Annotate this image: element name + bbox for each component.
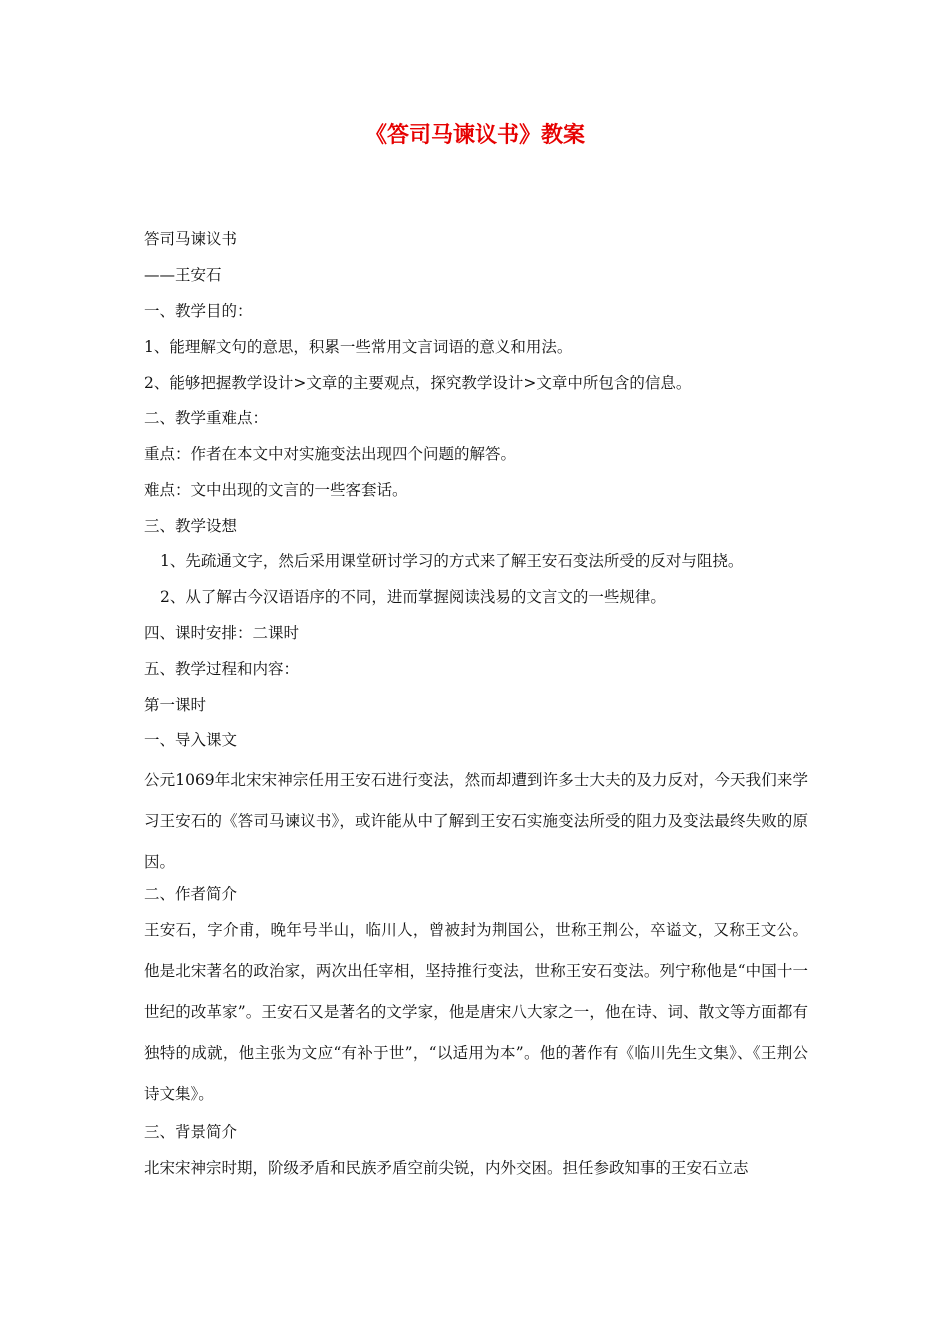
lesson-1-label: 第一课时 (144, 696, 207, 714)
difficulty-point: 难点：文中出现的文言的一些客套话。 (144, 481, 408, 499)
heading-author-intro: 二、作者简介 (144, 885, 238, 903)
heading-background: 三、背景简介 (144, 1123, 238, 1141)
schedule-line: 四、课时安排：二课时 (144, 624, 300, 642)
background-paragraph: 北宋宋神宗时期，阶级矛盾和民族矛盾空前尖锐，内外交困。担任参政知事的王安石立志 (144, 1159, 749, 1177)
intro-paragraph: 公元1069年北宋宋神宗任用王安石进行变法，然而却遭到许多士大夫的及力反对，今天我们来学习王安石的《答司马谏议书》，或许能从中了解到王安石实施变法所受的阻力及变法最终失败的原因。 (144, 771, 808, 871)
goal-item-2: 2、能够把握教学设计>文章的主要观点，探究教学设计>文章中所包含的信息。 (144, 374, 692, 392)
plan-item-1: 1、先疏通文字，然后采用课堂研讨学习的方式来了解王安石变法所受的反对与阻挠。 (160, 552, 744, 570)
key-point: 重点：作者在本文中对实施变法出现四个问题的解答。 (144, 445, 517, 463)
heading-goals: 一、教学目的： (144, 302, 253, 320)
heading-process: 五、教学过程和内容： (144, 660, 300, 678)
author-line: ——王安石 (144, 266, 222, 284)
goal-item-1: 1、能理解文句的意思，积累一些常用文言词语的意义和用法。 (144, 338, 573, 356)
work-title: 答司马谏议书 (144, 230, 238, 248)
document-title: 《答司马谏议书》教案 (364, 123, 585, 148)
heading-intro: 一、导入课文 (144, 731, 238, 749)
plan-item-2: 2、从了解古今汉语语序的不同，进而掌握阅读浅易的文言文的一些规律。 (160, 588, 666, 606)
heading-key-points: 二、教学重难点： (144, 409, 269, 427)
heading-plan: 三、教学设想 (144, 517, 238, 535)
author-paragraph: 王安石，字介甫，晚年号半山，临川人，曾被封为荆国公，世称王荆公，卒谥文，又称王文公。他是北宋著名的政治家，两次出任宰相，坚持推行变法，世称王安石变法。列宁称他是“中国十一世纪的改革家”。王安石又是著名的文学家，他是唐宋八大家之一，他在诗、词、散文等方面都有独特的成就，他主张为文应“有补于世”，“以适用为本”。他的著作有《临川先生文集》、《王荆公诗文集》。 (144, 921, 808, 1103)
